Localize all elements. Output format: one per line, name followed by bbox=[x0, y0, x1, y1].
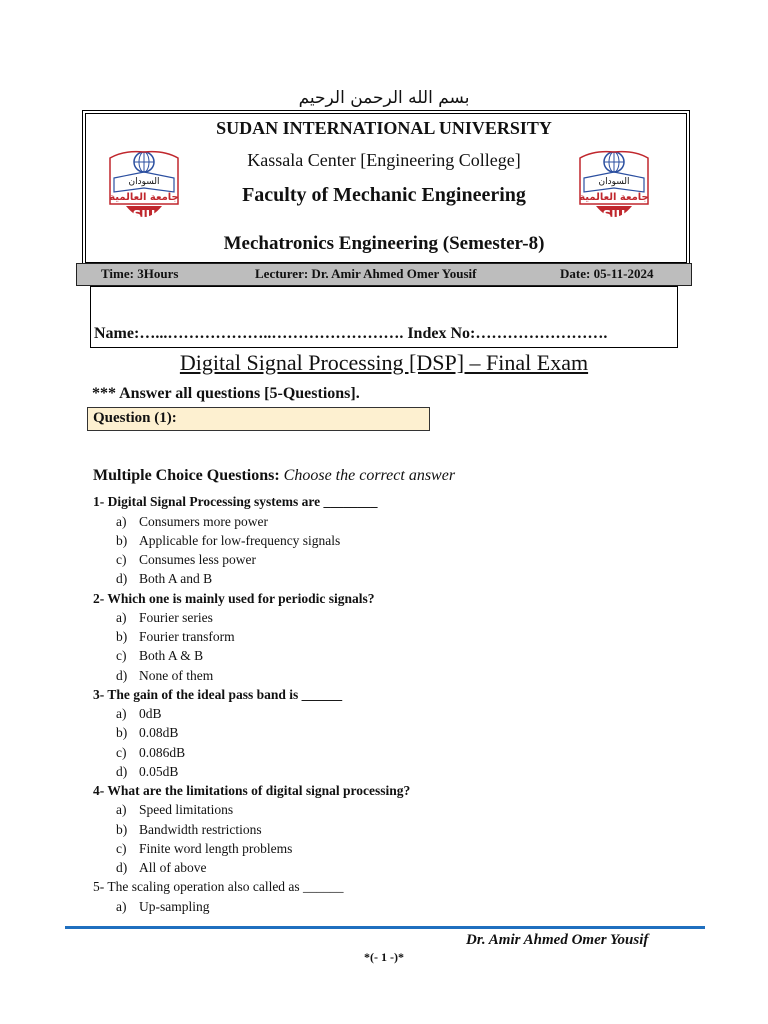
answer-option[interactable]: b) Fourier transform bbox=[116, 629, 235, 644]
question-text: 1- Digital Signal Processing systems are ________ bbox=[93, 494, 378, 509]
answer-option[interactable]: a) Speed limitations bbox=[116, 802, 234, 817]
exam-title: Digital Signal Processing [DSP] – Final Exam bbox=[179, 350, 589, 375]
answer-option[interactable]: d) 0.05dB bbox=[116, 764, 179, 779]
answer-option[interactable]: d) All of above bbox=[116, 860, 207, 875]
answer-option[interactable]: b) Applicable for low-frequency signals bbox=[116, 533, 341, 548]
faculty-name: Faculty of Mechanic Engineering bbox=[242, 184, 526, 206]
logo-text-top: السودان bbox=[128, 177, 160, 187]
answer-option[interactable]: b) 0.08dB bbox=[116, 725, 179, 740]
logo-text-abbr: SIU bbox=[132, 208, 156, 222]
footer-author: Dr. Amir Ahmed Omer Yousif bbox=[466, 932, 649, 948]
question-text: 5- The scaling operation also called as ______ bbox=[93, 879, 344, 894]
question-text: 2- Which one is mainly used for periodic signals? bbox=[93, 591, 375, 606]
answer-option[interactable]: c) 0.086dB bbox=[116, 745, 186, 760]
logo-text-abbr: SIU bbox=[602, 208, 626, 222]
center-name: Kassala Center [Engineering College] bbox=[247, 150, 521, 170]
mcq-heading-bold: Multiple Choice Questions: bbox=[93, 467, 280, 484]
logo-text-mid: جامعة العالمية bbox=[109, 192, 179, 203]
logo-text-mid: جامعة العالمية bbox=[579, 192, 649, 203]
footer-divider bbox=[65, 926, 705, 929]
question-label: Question (1): bbox=[93, 410, 177, 426]
lecturer-name: Lecturer: Dr. Amir Ahmed Omer Yousif bbox=[255, 266, 477, 281]
answer-option[interactable]: a) Consumers more power bbox=[116, 514, 268, 529]
exam-date: Date: 05-11-2024 bbox=[560, 266, 654, 281]
program-name: Mechatronics Engineering (Semester-8) bbox=[223, 233, 545, 254]
answer-option[interactable]: c) Both A & B bbox=[116, 648, 204, 663]
question-text: 4- What are the limitations of digital signal processing? bbox=[93, 783, 411, 798]
answer-option[interactable]: c) Finite word length problems bbox=[116, 841, 293, 856]
answer-option[interactable]: a) Up-sampling bbox=[116, 899, 210, 914]
answer-option[interactable]: d) Both A and B bbox=[116, 571, 213, 586]
logo-text-top: السودان bbox=[598, 177, 630, 187]
basmala: بسم الله الرحمن الرحيم bbox=[298, 88, 470, 108]
answer-option[interactable]: b) Bandwidth restrictions bbox=[116, 822, 262, 837]
mcq-heading bbox=[93, 467, 455, 485]
mcq-heading-italic: Choose the correct answer bbox=[283, 467, 456, 484]
exam-instruction: *** Answer all questions [5-Questions]. bbox=[92, 385, 360, 402]
question-text: 3- The gain of the ideal pass band is ______ bbox=[93, 687, 343, 702]
answer-option[interactable]: d) None of them bbox=[116, 668, 214, 683]
exam-time: Time: 3Hours bbox=[101, 266, 179, 281]
answer-option[interactable]: a) 0dB bbox=[116, 706, 162, 721]
page-number: *(- 1 -)* bbox=[364, 950, 404, 964]
university-name: SUDAN INTERNATIONAL UNIVERSITY bbox=[216, 118, 552, 138]
exam-info-bar bbox=[76, 263, 692, 286]
answer-option[interactable]: a) Fourier series bbox=[116, 610, 213, 625]
answer-option[interactable]: c) Consumes less power bbox=[116, 552, 256, 567]
name-index-field[interactable]: Name:…...………………..……………………. Index No:……………………. bbox=[94, 325, 608, 342]
